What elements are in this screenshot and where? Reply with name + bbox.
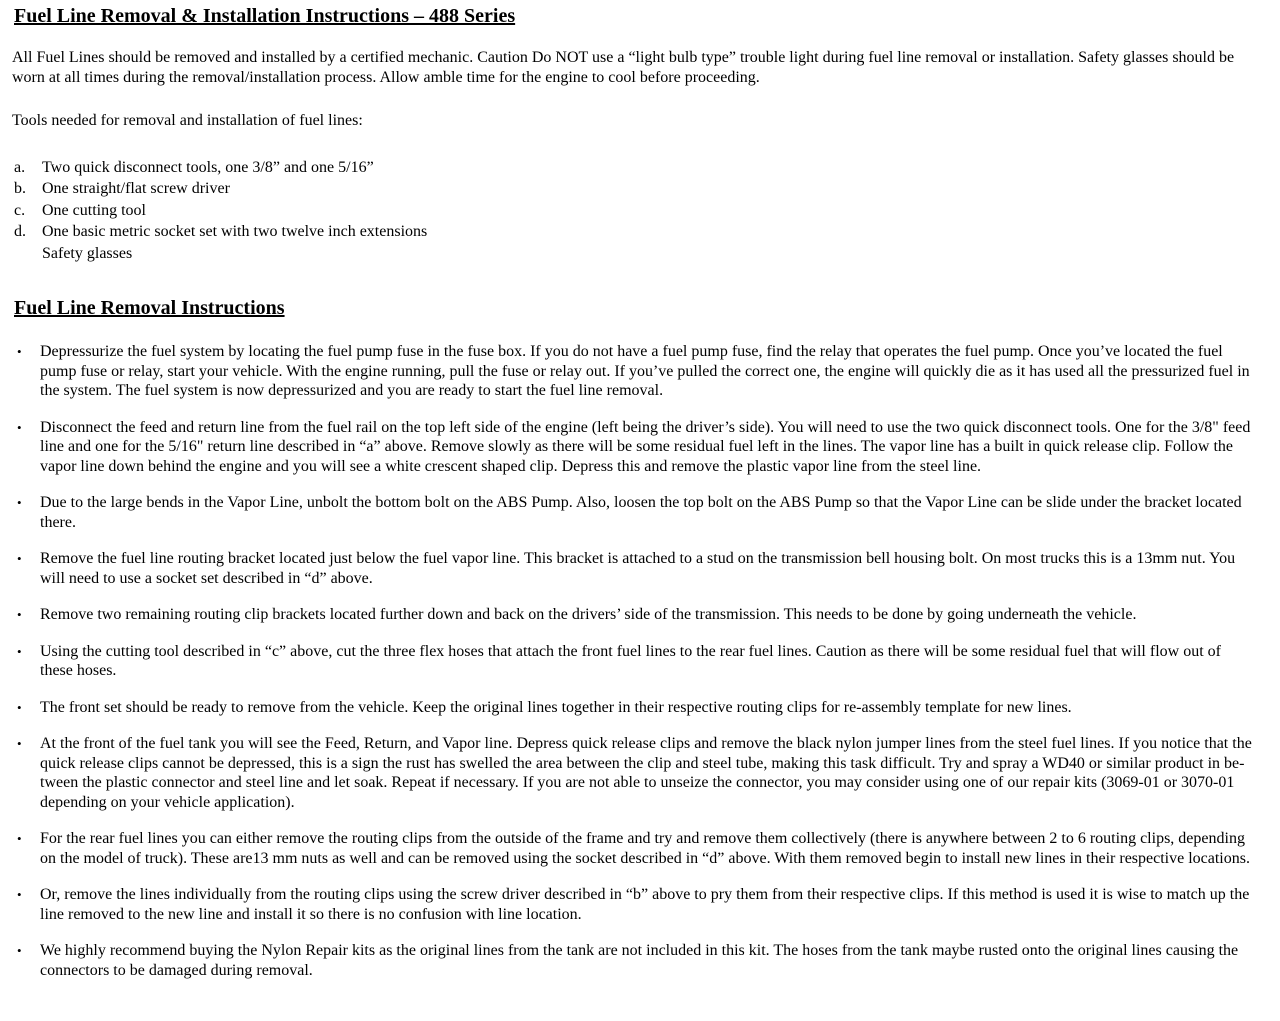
bullet-item-individual-removal: [12, 885, 1254, 924]
bullet-text: We highly recommend buying the Nylon Repair kits as the original lines from the tank are not included in this kit. The hoses from the tank maybe rusted onto the original lines causing the connectors to be damaged during removal.: [40, 942, 1239, 979]
list-marker: a.: [14, 158, 26, 176]
bullet-icon: •: [17, 607, 22, 622]
section-heading: Fuel Line Removal Instructions: [14, 297, 285, 319]
tools-list-item-a: [12, 157, 1254, 179]
instructions-bullet-list: [12, 342, 1254, 980]
bullet-icon: •: [17, 887, 22, 902]
bullet-item-abs-pump: [12, 493, 1254, 532]
tools-list-item-c: [12, 200, 1254, 222]
bullet-icon: •: [17, 699, 22, 715]
bullet-text: The front set should be ready to remove from the vehicle. Keep the original lines together in their respective routing clips for re-assembly template for new lines.: [40, 698, 1072, 716]
bullet-item-rear-fuel-lines: [12, 829, 1254, 868]
bullet-icon: •: [17, 419, 22, 435]
bullet-icon: •: [17, 736, 22, 751]
bullet-icon: •: [17, 831, 22, 846]
bullet-item-cut-flex-hoses: [12, 642, 1254, 681]
tools-intro-line: Tools needed for removal and installation of fuel lines:: [12, 112, 363, 129]
bullet-item-nylon-repair-kits: [12, 941, 1254, 980]
bullet-item-depressurize: [12, 342, 1254, 401]
tools-list-item-b: [12, 178, 1254, 200]
list-item-text: One basic metric socket set with two twelve inch extensions: [42, 223, 428, 240]
bullet-text: Depressurize the fuel system by locating the fuel pump fuse in the fuse box. If you do not have a fuel pump fuse, find the relay that operates the fuel pump. Once you’ve located the fuel pump fuse or relay, start your vehicle. With the engine running, pull the fuse or relay out. If you’ve pulled the correct one, the engine will quickly die as it has used all the pressurized fuel in the system. The fuel system is now depressurized and you are ready to start the fuel line removal.: [40, 343, 1250, 399]
list-item-text: One cutting tool: [42, 201, 146, 219]
bullet-text: Or, remove the lines individually from the routing clips using the screw driver described in “b” above to pry them from their respective clips. If this method is used it is wise to match up the line removed to the new line and install it so there is no confusion with line location.: [40, 886, 1250, 923]
bullet-item-front-set-removal: [12, 698, 1254, 718]
bullet-icon: •: [17, 495, 22, 510]
bullet-text: Due to the large bends in the Vapor Line, unbolt the bottom bolt on the ABS Pump. Also, loosen the top bolt on the ABS Pump so that the Vapor Line can be slide under the bracket located there.: [40, 494, 1242, 531]
list-marker: c.: [14, 201, 26, 219]
bullet-item-fuel-tank-lines: [12, 734, 1254, 812]
bullet-item-routing-bracket: [12, 549, 1254, 588]
list-marker: b.: [14, 180, 26, 197]
bullet-text: Disconnect the feed and return line from the fuel rail on the top left side of the engine (left being the driver’s side). You will need to use the two quick disconnect tools. One for the 3/8" feed line and one for the 5/16" return line described in “a” above. Remove slowly as there will be some residual fuel left in the lines. The vapor line has a built in quick release clip. Follow the vapor line down behind the engine and you will see a white crescent shaped clip. Depress this and remove the plastic vapor line from the steel line.: [40, 418, 1251, 475]
list-marker: d.: [14, 223, 26, 240]
bullet-text: For the rear fuel lines you can either remove the routing clips from the outside of the frame and try and remove them collectively (there is anywhere between 2 to 6 routing clips, depending on the model of truck). These are13 mm nuts as well and can be removed using the socket described in “d” above. With them removed begin to install new lines in their respective locations.: [40, 830, 1250, 867]
bullet-item-disconnect-feed-return: [12, 418, 1254, 477]
list-item-text: One straight/flat screw driver: [42, 180, 230, 197]
bullet-icon: •: [17, 344, 22, 359]
intro-paragraph: All Fuel Lines should be removed and installed by a certified mechanic. Caution Do NOT use a “light bulb type” trouble light during fuel line removal or installation. Safety glasses should be worn at all times during the removal/installation process. Allow amble time for the engine to cool before proceeding.: [12, 49, 1235, 86]
bullet-text: Remove the fuel line routing bracket located just below the fuel vapor line. This bracket is attached to a stud on the transmission bell housing bolt. On most trucks this is a 13mm nut. You will need to use a socket set described in “d” above.: [40, 550, 1236, 587]
bullet-icon: •: [17, 551, 22, 566]
document-title: Fuel Line Removal & Installation Instructions – 488 Series: [14, 5, 516, 27]
bullet-text: Using the cutting tool described in “c” above, cut the three flex hoses that attach the front fuel lines to the rear fuel lines. Caution as there will be some residual fuel that will flow out of these hoses.: [40, 642, 1221, 679]
list-item-text: Two quick disconnect tools, one 3/8” and one 5/16”: [42, 158, 374, 176]
tools-list-item-d: [12, 221, 1254, 243]
bullet-icon: •: [17, 943, 22, 958]
list-item-text: Safety glasses: [42, 244, 133, 262]
tools-list-item-continuation: [12, 243, 1254, 265]
bullet-text: Remove two remaining routing clip brackets located further down and back on the drivers’ side of the transmission. This needs to be done by going underneath the vehicle.: [40, 606, 1137, 623]
bullet-icon: •: [17, 643, 22, 659]
bullet-text: At the front of the fuel tank you will see the Feed, Return, and Vapor line. Depress quick release clips and remove the black nylon jumper lines from the steel fuel lines. If you notice that the quick release clips cannot be depressed, this is a sign the rust has swelled the area between the clip and steel tube, making this task difficult. Try and spray a WD40 or similar product in be-tween the plastic connector and steel line and let soak. Repeat if necessary. If you are not able to unseize the connector, you may consider using one of our repair kits (3069-01 or 3070-01 depending on your vehicle application).: [40, 735, 1252, 811]
tools-list: [12, 157, 1254, 265]
bullet-item-remaining-clips: [12, 605, 1254, 625]
